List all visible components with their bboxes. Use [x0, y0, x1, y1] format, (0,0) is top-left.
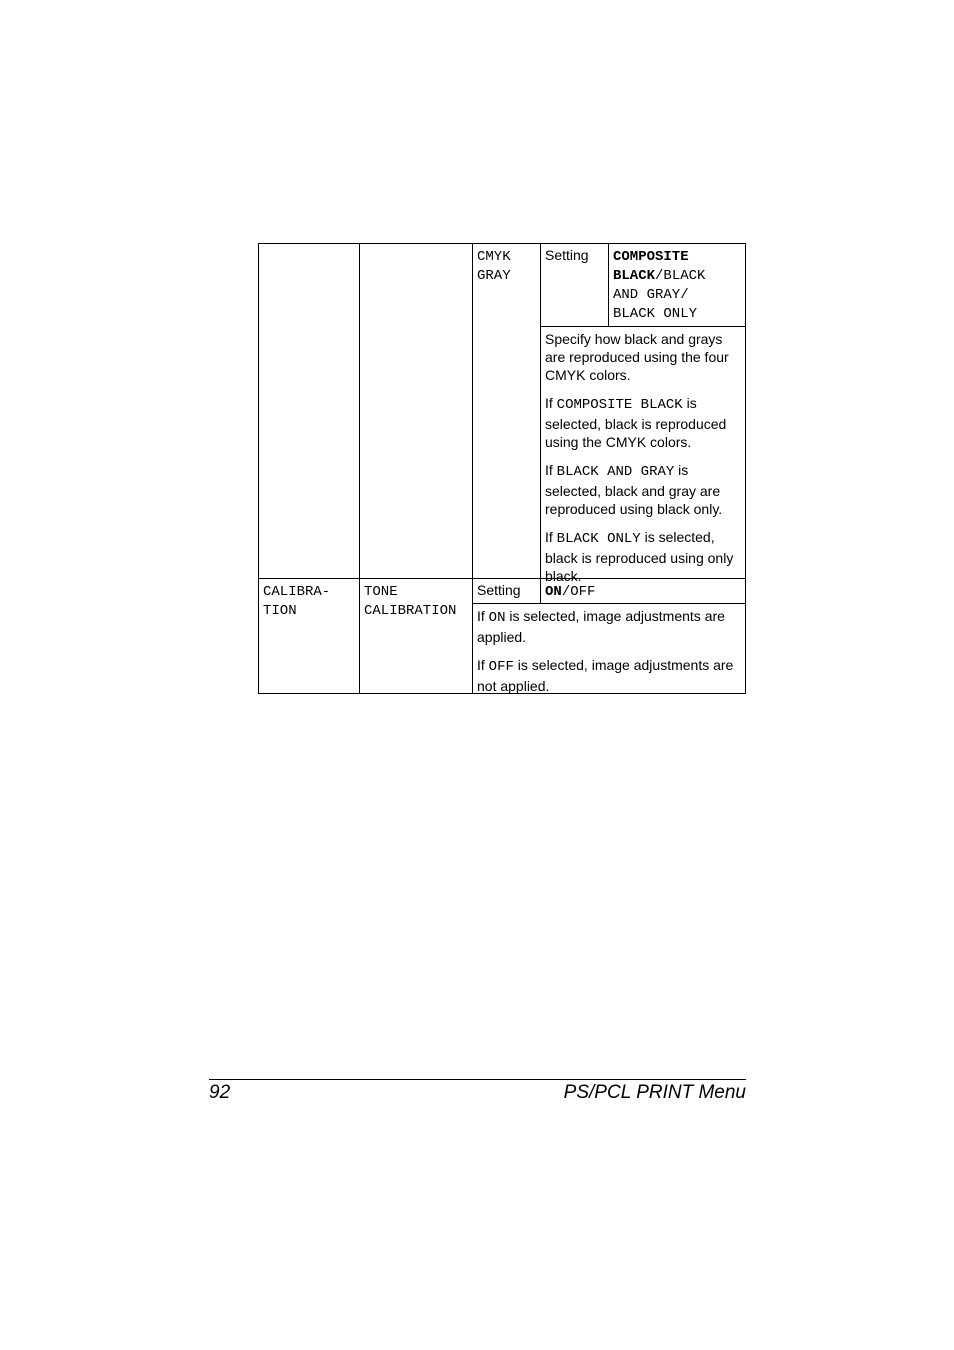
- row2-description: [473, 605, 745, 695]
- settings-table: [258, 243, 746, 694]
- section-title: PS/PCL PRINT Menu: [563, 1082, 746, 1103]
- description-paragraph: Specify how black and grays are reproduced using the four CMYK colors.: [545, 331, 729, 383]
- row2-col1: CALIBRA- TION: [263, 584, 331, 619]
- row1-item-cell: [472, 243, 541, 579]
- description-paragraph: If OFF is selected, image adjustments are not applied.: [477, 657, 734, 694]
- row1-setting-label: Setting: [545, 247, 589, 263]
- description-paragraph: If BLACK ONLY is selected, black is reproduced using only black.: [545, 529, 734, 584]
- row1-item: CMYK GRAY: [477, 249, 511, 284]
- page-number: 92: [209, 1082, 231, 1103]
- row1-description: [541, 328, 745, 585]
- description-paragraph: If ON is selected, image adjustments are applied.: [477, 608, 725, 645]
- row1-col2-cell: [359, 243, 473, 579]
- footer-divider: [209, 1079, 746, 1080]
- description-paragraph: If COMPOSITE BLACK is selected, black is reproduced using the CMYK colors.: [545, 395, 727, 450]
- row2-col2: TONE CALIBRATION: [364, 584, 457, 619]
- description-paragraph: If BLACK AND GRAY is selected, black and gray are reproduced using black only.: [545, 462, 723, 517]
- row1-setting-value: COMPOSITE BLACK/BLACK AND GRAY/ BLACK ONLY: [613, 249, 706, 322]
- row2-setting-label: Setting: [477, 582, 521, 598]
- row2-setting-value: ON/OFF: [545, 584, 596, 600]
- row1-col1-cell: [258, 243, 360, 579]
